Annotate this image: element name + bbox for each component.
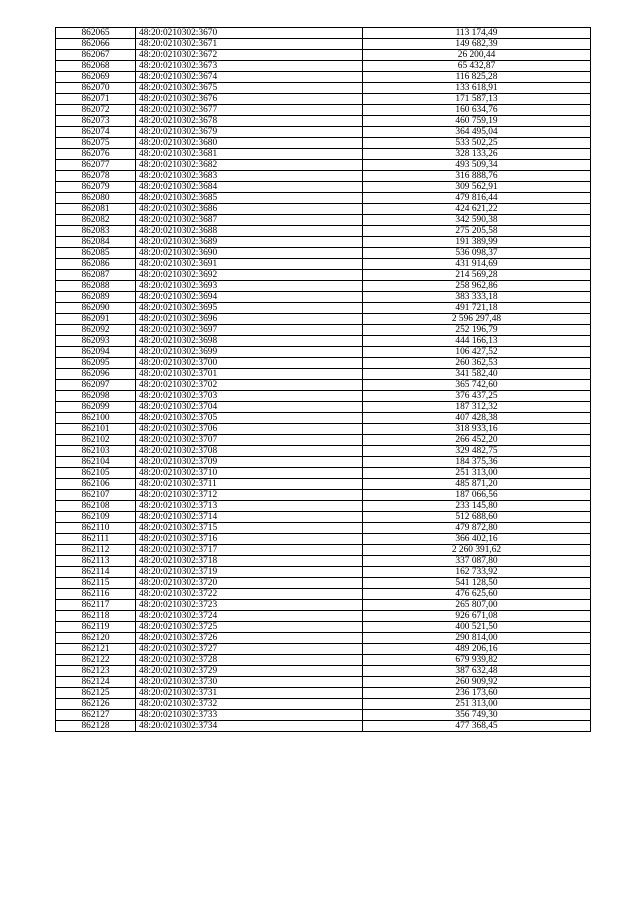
cadastral-value-cell: 479 872,80 xyxy=(363,523,591,534)
cadastral-number-cell: 48:20:0210302:3681 xyxy=(136,149,363,160)
cadastral-number-cell: 48:20:0210302:3730 xyxy=(136,677,363,688)
table-row xyxy=(56,83,591,94)
table-row xyxy=(56,380,591,391)
cadastral-value-cell: 106 427,52 xyxy=(363,347,591,358)
cadastral-value-cell: 536 098,37 xyxy=(363,248,591,259)
cadastral-value-cell: 476 625,60 xyxy=(363,589,591,600)
row-number-cell: 862100 xyxy=(56,413,136,424)
row-number-cell: 862102 xyxy=(56,435,136,446)
table-row xyxy=(56,270,591,281)
cadastral-value-cell: 407 428,38 xyxy=(363,413,591,424)
table-row xyxy=(56,677,591,688)
table-row xyxy=(56,193,591,204)
cadastral-value-cell: 512 688,60 xyxy=(363,512,591,523)
cadastral-value-cell: 356 749,30 xyxy=(363,710,591,721)
row-number-cell: 862128 xyxy=(56,721,136,732)
row-number-cell: 862125 xyxy=(56,688,136,699)
cadastral-value-cell: 236 173,60 xyxy=(363,688,591,699)
cadastral-number-cell: 48:20:0210302:3725 xyxy=(136,622,363,633)
cadastral-number-cell: 48:20:0210302:3690 xyxy=(136,248,363,259)
cadastral-number-cell: 48:20:0210302:3671 xyxy=(136,39,363,50)
row-number-cell: 862084 xyxy=(56,237,136,248)
cadastral-number-cell: 48:20:0210302:3699 xyxy=(136,347,363,358)
cadastral-number-cell: 48:20:0210302:3694 xyxy=(136,292,363,303)
cadastral-value-cell: 926 671,08 xyxy=(363,611,591,622)
table-row xyxy=(56,160,591,171)
row-number-cell: 862079 xyxy=(56,182,136,193)
cadastral-number-cell: 48:20:0210302:3701 xyxy=(136,369,363,380)
table-row xyxy=(56,94,591,105)
cadastral-value-cell: 191 389,99 xyxy=(363,237,591,248)
table-row xyxy=(56,149,591,160)
table-row xyxy=(56,292,591,303)
row-number-cell: 862072 xyxy=(56,105,136,116)
cadastral-value-cell: 233 145,80 xyxy=(363,501,591,512)
cadastral-value-cell: 479 816,44 xyxy=(363,193,591,204)
row-number-cell: 862106 xyxy=(56,479,136,490)
row-number-cell: 862121 xyxy=(56,644,136,655)
cadastral-value-cell: 376 437,25 xyxy=(363,391,591,402)
table-row xyxy=(56,556,591,567)
table-row xyxy=(56,413,591,424)
cadastral-value-cell: 290 814,00 xyxy=(363,633,591,644)
row-number-cell: 862083 xyxy=(56,226,136,237)
table-row xyxy=(56,688,591,699)
table-row xyxy=(56,369,591,380)
table-row xyxy=(56,182,591,193)
cadastral-value-cell: 316 888,76 xyxy=(363,171,591,182)
cadastral-number-cell: 48:20:0210302:3702 xyxy=(136,380,363,391)
row-number-cell: 862122 xyxy=(56,655,136,666)
cadastral-number-cell: 48:20:0210302:3726 xyxy=(136,633,363,644)
row-number-cell: 862111 xyxy=(56,534,136,545)
cadastral-number-cell: 48:20:0210302:3679 xyxy=(136,127,363,138)
cadastral-number-cell: 48:20:0210302:3717 xyxy=(136,545,363,556)
cadastral-number-cell: 48:20:0210302:3714 xyxy=(136,512,363,523)
row-number-cell: 862101 xyxy=(56,424,136,435)
cadastral-value-cell: 342 590,38 xyxy=(363,215,591,226)
cadastral-value-cell: 533 502,25 xyxy=(363,138,591,149)
table-row xyxy=(56,402,591,413)
table-row xyxy=(56,479,591,490)
table-row xyxy=(56,28,591,39)
cadastral-number-cell: 48:20:0210302:3727 xyxy=(136,644,363,655)
cadastral-number-cell: 48:20:0210302:3678 xyxy=(136,116,363,127)
cadastral-number-cell: 48:20:0210302:3688 xyxy=(136,226,363,237)
cadastral-value-cell: 364 495,04 xyxy=(363,127,591,138)
row-number-cell: 862069 xyxy=(56,72,136,83)
cadastral-number-cell: 48:20:0210302:3729 xyxy=(136,666,363,677)
cadastral-number-cell: 48:20:0210302:3724 xyxy=(136,611,363,622)
cadastral-value-table xyxy=(55,27,591,732)
cadastral-number-cell: 48:20:0210302:3693 xyxy=(136,281,363,292)
row-number-cell: 862109 xyxy=(56,512,136,523)
table-row xyxy=(56,127,591,138)
table-row xyxy=(56,633,591,644)
row-number-cell: 862120 xyxy=(56,633,136,644)
row-number-cell: 862085 xyxy=(56,248,136,259)
cadastral-number-cell: 48:20:0210302:3734 xyxy=(136,721,363,732)
table-row xyxy=(56,424,591,435)
cadastral-value-cell: 318 933,16 xyxy=(363,424,591,435)
cadastral-number-cell: 48:20:0210302:3732 xyxy=(136,699,363,710)
table-row xyxy=(56,435,591,446)
cadastral-number-cell: 48:20:0210302:3718 xyxy=(136,556,363,567)
cadastral-number-cell: 48:20:0210302:3728 xyxy=(136,655,363,666)
table-row xyxy=(56,391,591,402)
table-row xyxy=(56,105,591,116)
cadastral-number-cell: 48:20:0210302:3684 xyxy=(136,182,363,193)
cadastral-number-cell: 48:20:0210302:3706 xyxy=(136,424,363,435)
cadastral-number-cell: 48:20:0210302:3680 xyxy=(136,138,363,149)
row-number-cell: 862119 xyxy=(56,622,136,633)
table-row xyxy=(56,446,591,457)
table-row xyxy=(56,259,591,270)
cadastral-number-cell: 48:20:0210302:3682 xyxy=(136,160,363,171)
cadastral-value-cell: 365 742,60 xyxy=(363,380,591,391)
cadastral-number-cell: 48:20:0210302:3675 xyxy=(136,83,363,94)
cadastral-value-cell: 266 452,20 xyxy=(363,435,591,446)
row-number-cell: 862068 xyxy=(56,61,136,72)
cadastral-number-cell: 48:20:0210302:3677 xyxy=(136,105,363,116)
row-number-cell: 862115 xyxy=(56,578,136,589)
cadastral-value-cell: 444 166,13 xyxy=(363,336,591,347)
table-row xyxy=(56,545,591,556)
cadastral-value-cell: 160 634,76 xyxy=(363,105,591,116)
cadastral-number-cell: 48:20:0210302:3709 xyxy=(136,457,363,468)
cadastral-value-cell: 252 196,79 xyxy=(363,325,591,336)
cadastral-value-cell: 251 313,00 xyxy=(363,468,591,479)
row-number-cell: 862118 xyxy=(56,611,136,622)
table-row xyxy=(56,347,591,358)
row-number-cell: 862067 xyxy=(56,50,136,61)
table-row xyxy=(56,226,591,237)
cadastral-value-cell: 477 368,45 xyxy=(363,721,591,732)
cadastral-value-cell: 679 939,82 xyxy=(363,655,591,666)
cadastral-value-cell: 133 618,91 xyxy=(363,83,591,94)
row-number-cell: 862086 xyxy=(56,259,136,270)
cadastral-value-cell: 2 260 391,62 xyxy=(363,545,591,556)
cadastral-value-cell: 400 521,50 xyxy=(363,622,591,633)
cadastral-number-cell: 48:20:0210302:3723 xyxy=(136,600,363,611)
row-number-cell: 862123 xyxy=(56,666,136,677)
row-number-cell: 862117 xyxy=(56,600,136,611)
row-number-cell: 862113 xyxy=(56,556,136,567)
cadastral-number-cell: 48:20:0210302:3731 xyxy=(136,688,363,699)
row-number-cell: 862071 xyxy=(56,94,136,105)
cadastral-value-cell: 260 362,53 xyxy=(363,358,591,369)
cadastral-value-cell: 113 174,49 xyxy=(363,28,591,39)
row-number-cell: 862077 xyxy=(56,160,136,171)
row-number-cell: 862116 xyxy=(56,589,136,600)
cadastral-value-cell: 265 807,00 xyxy=(363,600,591,611)
row-number-cell: 862103 xyxy=(56,446,136,457)
cadastral-number-cell: 48:20:0210302:3676 xyxy=(136,94,363,105)
table-row xyxy=(56,589,591,600)
table-row xyxy=(56,314,591,325)
table-row xyxy=(56,600,591,611)
row-number-cell: 862075 xyxy=(56,138,136,149)
cadastral-value-cell: 171 587,13 xyxy=(363,94,591,105)
table-row xyxy=(56,138,591,149)
cadastral-value-cell: 460 759,19 xyxy=(363,116,591,127)
table-row xyxy=(56,655,591,666)
table-row xyxy=(56,204,591,215)
table-row xyxy=(56,666,591,677)
cadastral-number-cell: 48:20:0210302:3700 xyxy=(136,358,363,369)
cadastral-number-cell: 48:20:0210302:3695 xyxy=(136,303,363,314)
cadastral-number-cell: 48:20:0210302:3696 xyxy=(136,314,363,325)
table-row xyxy=(56,567,591,578)
row-number-cell: 862096 xyxy=(56,369,136,380)
row-number-cell: 862080 xyxy=(56,193,136,204)
cadastral-value-cell: 366 402,16 xyxy=(363,534,591,545)
row-number-cell: 862094 xyxy=(56,347,136,358)
cadastral-value-cell: 493 509,34 xyxy=(363,160,591,171)
row-number-cell: 862095 xyxy=(56,358,136,369)
cadastral-value-cell: 309 562,91 xyxy=(363,182,591,193)
cadastral-value-cell: 275 205,58 xyxy=(363,226,591,237)
cadastral-number-cell: 48:20:0210302:3707 xyxy=(136,435,363,446)
row-number-cell: 862082 xyxy=(56,215,136,226)
cadastral-value-cell: 541 128,50 xyxy=(363,578,591,589)
cadastral-number-cell: 48:20:0210302:3689 xyxy=(136,237,363,248)
table-row xyxy=(56,325,591,336)
cadastral-number-cell: 48:20:0210302:3703 xyxy=(136,391,363,402)
row-number-cell: 862066 xyxy=(56,39,136,50)
table-row xyxy=(56,61,591,72)
cadastral-number-cell: 48:20:0210302:3708 xyxy=(136,446,363,457)
table-row xyxy=(56,501,591,512)
table-row xyxy=(56,622,591,633)
row-number-cell: 862088 xyxy=(56,281,136,292)
cadastral-number-cell: 48:20:0210302:3722 xyxy=(136,589,363,600)
table-row xyxy=(56,534,591,545)
table-row xyxy=(56,490,591,501)
row-number-cell: 862112 xyxy=(56,545,136,556)
table-row xyxy=(56,50,591,61)
cadastral-number-cell: 48:20:0210302:3719 xyxy=(136,567,363,578)
cadastral-number-cell: 48:20:0210302:3733 xyxy=(136,710,363,721)
cadastral-number-cell: 48:20:0210302:3712 xyxy=(136,490,363,501)
row-number-cell: 862076 xyxy=(56,149,136,160)
row-number-cell: 862107 xyxy=(56,490,136,501)
table-row xyxy=(56,303,591,314)
cadastral-number-cell: 48:20:0210302:3672 xyxy=(136,50,363,61)
cadastral-value-cell: 258 962,86 xyxy=(363,281,591,292)
cadastral-number-cell: 48:20:0210302:3705 xyxy=(136,413,363,424)
table-row xyxy=(56,248,591,259)
cadastral-value-cell: 485 871,20 xyxy=(363,479,591,490)
row-number-cell: 862110 xyxy=(56,523,136,534)
row-number-cell: 862126 xyxy=(56,699,136,710)
table-row xyxy=(56,72,591,83)
cadastral-value-cell: 328 133,26 xyxy=(363,149,591,160)
table-row xyxy=(56,171,591,182)
table-row xyxy=(56,39,591,50)
cadastral-value-cell: 489 206,16 xyxy=(363,644,591,655)
table-row xyxy=(56,523,591,534)
cadastral-number-cell: 48:20:0210302:3713 xyxy=(136,501,363,512)
row-number-cell: 862091 xyxy=(56,314,136,325)
cadastral-number-cell: 48:20:0210302:3697 xyxy=(136,325,363,336)
table-body xyxy=(56,28,591,732)
row-number-cell: 862070 xyxy=(56,83,136,94)
cadastral-number-cell: 48:20:0210302:3692 xyxy=(136,270,363,281)
cadastral-number-cell: 48:20:0210302:3715 xyxy=(136,523,363,534)
row-number-cell: 862098 xyxy=(56,391,136,402)
cadastral-number-cell: 48:20:0210302:3711 xyxy=(136,479,363,490)
table-row xyxy=(56,281,591,292)
cadastral-value-cell: 387 632,48 xyxy=(363,666,591,677)
cadastral-value-cell: 26 200,44 xyxy=(363,50,591,61)
table-row xyxy=(56,721,591,732)
cadastral-value-cell: 214 569,28 xyxy=(363,270,591,281)
cadastral-value-cell: 337 087,80 xyxy=(363,556,591,567)
table-row xyxy=(56,468,591,479)
row-number-cell: 862104 xyxy=(56,457,136,468)
cadastral-value-cell: 341 582,40 xyxy=(363,369,591,380)
cadastral-number-cell: 48:20:0210302:3670 xyxy=(136,28,363,39)
cadastral-value-cell: 2 596 297,48 xyxy=(363,314,591,325)
row-number-cell: 862099 xyxy=(56,402,136,413)
cadastral-value-cell: 162 733,92 xyxy=(363,567,591,578)
cadastral-value-cell: 149 682,39 xyxy=(363,39,591,50)
cadastral-number-cell: 48:20:0210302:3687 xyxy=(136,215,363,226)
cadastral-value-cell: 184 375,36 xyxy=(363,457,591,468)
row-number-cell: 862105 xyxy=(56,468,136,479)
cadastral-value-cell: 329 482,75 xyxy=(363,446,591,457)
cadastral-value-cell: 116 825,28 xyxy=(363,72,591,83)
table-row xyxy=(56,699,591,710)
row-number-cell: 862081 xyxy=(56,204,136,215)
table-row xyxy=(56,237,591,248)
cadastral-value-cell: 260 909,92 xyxy=(363,677,591,688)
cadastral-value-cell: 431 914,69 xyxy=(363,259,591,270)
row-number-cell: 862124 xyxy=(56,677,136,688)
row-number-cell: 862093 xyxy=(56,336,136,347)
row-number-cell: 862089 xyxy=(56,292,136,303)
row-number-cell: 862074 xyxy=(56,127,136,138)
cadastral-number-cell: 48:20:0210302:3691 xyxy=(136,259,363,270)
row-number-cell: 862108 xyxy=(56,501,136,512)
cadastral-number-cell: 48:20:0210302:3720 xyxy=(136,578,363,589)
cadastral-number-cell: 48:20:0210302:3674 xyxy=(136,72,363,83)
table-row xyxy=(56,578,591,589)
table-row xyxy=(56,116,591,127)
cadastral-number-cell: 48:20:0210302:3704 xyxy=(136,402,363,413)
row-number-cell: 862127 xyxy=(56,710,136,721)
table-row xyxy=(56,215,591,226)
cadastral-value-cell: 65 432,87 xyxy=(363,61,591,72)
cadastral-number-cell: 48:20:0210302:3710 xyxy=(136,468,363,479)
table-row xyxy=(56,644,591,655)
table-row xyxy=(56,457,591,468)
cadastral-number-cell: 48:20:0210302:3686 xyxy=(136,204,363,215)
cadastral-number-cell: 48:20:0210302:3685 xyxy=(136,193,363,204)
row-number-cell: 862097 xyxy=(56,380,136,391)
cadastral-value-cell: 251 313,00 xyxy=(363,699,591,710)
row-number-cell: 862090 xyxy=(56,303,136,314)
row-number-cell: 862078 xyxy=(56,171,136,182)
row-number-cell: 862087 xyxy=(56,270,136,281)
table-row xyxy=(56,611,591,622)
row-number-cell: 862114 xyxy=(56,567,136,578)
row-number-cell: 862073 xyxy=(56,116,136,127)
row-number-cell: 862092 xyxy=(56,325,136,336)
cadastral-value-cell: 491 721,18 xyxy=(363,303,591,314)
cadastral-value-cell: 383 333,18 xyxy=(363,292,591,303)
cadastral-value-cell: 187 312,32 xyxy=(363,402,591,413)
cadastral-number-cell: 48:20:0210302:3716 xyxy=(136,534,363,545)
table-row xyxy=(56,512,591,523)
table-row xyxy=(56,336,591,347)
cadastral-number-cell: 48:20:0210302:3683 xyxy=(136,171,363,182)
cadastral-value-cell: 424 621,22 xyxy=(363,204,591,215)
row-number-cell: 862065 xyxy=(56,28,136,39)
cadastral-number-cell: 48:20:0210302:3698 xyxy=(136,336,363,347)
table-row xyxy=(56,710,591,721)
cadastral-number-cell: 48:20:0210302:3673 xyxy=(136,61,363,72)
cadastral-value-cell: 187 066,56 xyxy=(363,490,591,501)
table-row xyxy=(56,358,591,369)
